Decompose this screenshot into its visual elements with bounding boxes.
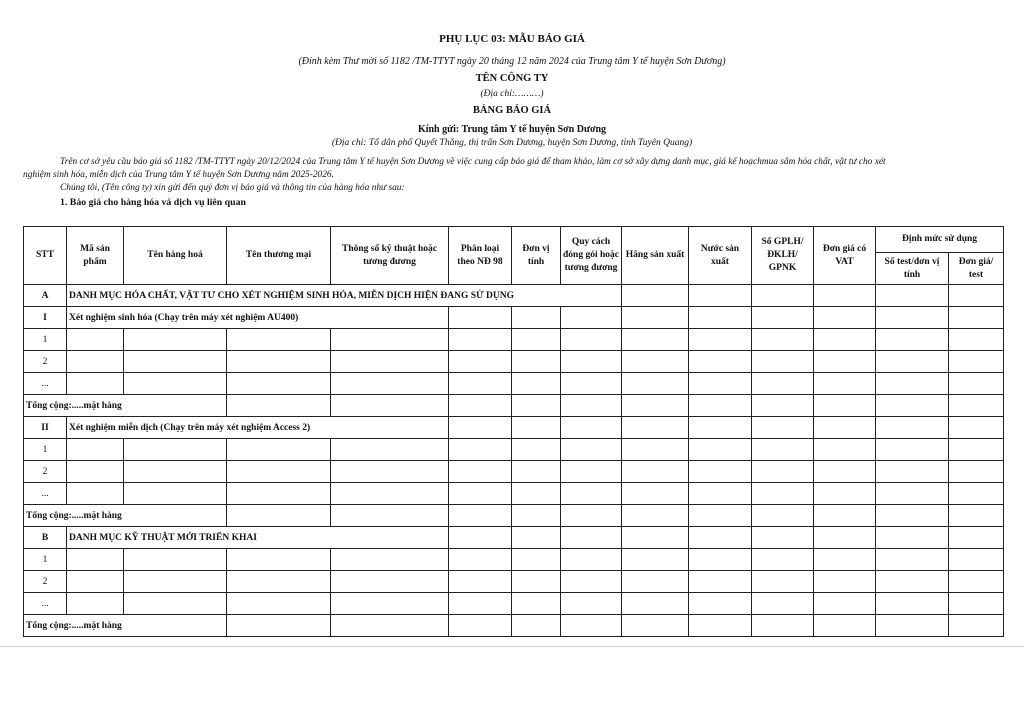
cell-input[interactable]	[689, 483, 752, 505]
cell-input[interactable]	[814, 483, 876, 505]
section-title: DANH MỤC KỸ THUẬT MỚI TRIỂN KHAI	[67, 527, 449, 549]
cell-input[interactable]	[561, 329, 622, 351]
cell-input[interactable]	[227, 461, 331, 483]
group-title: Xét nghiệm sinh hóa (Chạy trên máy xét nghiệm AU400)	[67, 307, 449, 329]
cell-input[interactable]	[876, 461, 949, 483]
table-row	[24, 461, 1004, 483]
row-number: 1	[24, 549, 67, 571]
attachment-note: (Đính kèm Thư mời số 1182 /TM-TTYT ngày 20 tháng 12 năm 2024 của Trung tâm Y tế huyện Sơn Dương)	[298, 56, 726, 67]
cell-input[interactable]	[331, 329, 449, 351]
cell-input[interactable]	[67, 461, 124, 483]
cell-input[interactable]	[752, 549, 814, 571]
header-price-per-test: Đơn giá/ test	[949, 253, 1004, 285]
intro-line-3: Chúng tôi, (Tên công ty) xin gửi đến quý đơn vị báo giá và thông tin của hàng hóa như sau:	[60, 183, 405, 193]
cell-input[interactable]	[227, 329, 331, 351]
table-row	[24, 483, 1004, 505]
cell-input[interactable]	[124, 351, 227, 373]
cell-input[interactable]	[227, 439, 331, 461]
cell-input[interactable]	[449, 549, 512, 571]
cell-input[interactable]	[331, 373, 449, 395]
cell-input[interactable]	[67, 351, 124, 373]
cell-input[interactable]	[689, 329, 752, 351]
header-specs: Thông số kỹ thuật hoặc tương đương	[331, 227, 449, 285]
total-label: Tổng cộng:.....mặt hàng	[24, 505, 227, 527]
cell-input[interactable]	[814, 461, 876, 483]
table-row	[24, 351, 1004, 373]
cell-input[interactable]	[949, 483, 1004, 505]
cell-input[interactable]	[876, 373, 949, 395]
cell-input[interactable]	[752, 461, 814, 483]
cell-input[interactable]	[331, 571, 449, 593]
header-unit: Đơn vị tính	[512, 227, 561, 285]
cell-input[interactable]	[622, 571, 689, 593]
cell-input[interactable]	[876, 351, 949, 373]
cell-input[interactable]	[124, 461, 227, 483]
cell-input[interactable]	[124, 373, 227, 395]
cell-input[interactable]	[512, 351, 561, 373]
intro-line-1: Trên cơ sở yêu cầu báo giá số 1182 /TM-TTYT ngày 20/12/2024 của Trung tâm Y tế huyện Sơn Dương về việc cung cấp báo giá để tham khảo, làm cơ sở xây dựng danh mục, giá kế hoạchmua sắm hóa chất, vật tư cho xét	[60, 157, 886, 167]
cell-input[interactable]	[512, 439, 561, 461]
cell-input[interactable]	[512, 483, 561, 505]
row-number: 1	[24, 439, 67, 461]
cell-input[interactable]	[876, 483, 949, 505]
cell-input[interactable]	[331, 351, 449, 373]
cell-input[interactable]	[876, 571, 949, 593]
row-number: ...	[24, 483, 67, 505]
cell-input[interactable]	[876, 549, 949, 571]
cell-input[interactable]	[449, 571, 512, 593]
row-number: 2	[24, 571, 67, 593]
recipient-address: (Địa chỉ: Tổ dân phố Quyết Thắng, thị trấn Sơn Dương, huyện Sơn Dương, tỉnh Tuyên Quang)	[331, 138, 693, 148]
cell-input[interactable]	[814, 549, 876, 571]
cell-input[interactable]	[949, 373, 1004, 395]
cell-input[interactable]	[622, 373, 689, 395]
cell-input[interactable]	[814, 351, 876, 373]
cell-input[interactable]	[512, 549, 561, 571]
cell-input[interactable]	[876, 593, 949, 615]
cell-input[interactable]	[622, 483, 689, 505]
cell-input[interactable]	[814, 373, 876, 395]
cell-input[interactable]	[331, 593, 449, 615]
cell-input[interactable]	[449, 483, 512, 505]
cell-input[interactable]	[689, 439, 752, 461]
header-trade-name: Tên thương mại	[227, 227, 331, 285]
cell-input[interactable]	[561, 549, 622, 571]
cell-input[interactable]	[331, 549, 449, 571]
header-manufacturer: Hãng sản xuất	[622, 227, 689, 285]
cell-input[interactable]	[949, 351, 1004, 373]
group-code: II	[24, 417, 67, 439]
row-number: 1	[24, 329, 67, 351]
page-edge-divider	[0, 646, 1024, 647]
table-row	[24, 373, 1004, 395]
cell-input[interactable]	[449, 351, 512, 373]
section-title: DANH MỤC HÓA CHẤT, VẬT TƯ CHO XÉT NGHIỆM SINH HÓA, MIỄN DỊCH HIỆN ĐANG SỬ DỤNG	[67, 285, 622, 307]
company-address: (Địa chỉ:………)	[480, 89, 544, 99]
cell-input[interactable]	[512, 571, 561, 593]
header-usage-norm: Định mức sử dụng	[876, 227, 1004, 253]
cell-input[interactable]	[689, 549, 752, 571]
header-classification: Phân loại theo NĐ 98	[449, 227, 512, 285]
cell-input[interactable]	[449, 593, 512, 615]
cell-input[interactable]	[124, 439, 227, 461]
cell-input[interactable]	[752, 483, 814, 505]
cell-input[interactable]	[814, 329, 876, 351]
header-country: Nước sản xuất	[689, 227, 752, 285]
cell-input[interactable]	[449, 461, 512, 483]
cell-input[interactable]	[512, 461, 561, 483]
cell-input[interactable]	[689, 593, 752, 615]
cell-input[interactable]	[949, 329, 1004, 351]
section-code: A	[24, 285, 67, 307]
header-tests-per-unit: Số test/đơn vị tính	[876, 253, 949, 285]
cell-input[interactable]	[561, 461, 622, 483]
table-row	[24, 439, 1004, 461]
cell-input[interactable]	[949, 571, 1004, 593]
cell-input[interactable]	[814, 439, 876, 461]
cell-input[interactable]	[67, 373, 124, 395]
cell-input[interactable]	[689, 373, 752, 395]
cell-input[interactable]	[227, 373, 331, 395]
cell-input[interactable]	[67, 439, 124, 461]
cell-input[interactable]	[561, 439, 622, 461]
cell-input[interactable]	[689, 351, 752, 373]
cell-input[interactable]	[124, 593, 227, 615]
cell-input[interactable]	[67, 549, 124, 571]
cell-input[interactable]	[331, 439, 449, 461]
cell-input[interactable]	[561, 351, 622, 373]
cell-input[interactable]	[752, 593, 814, 615]
cell-input[interactable]	[227, 549, 331, 571]
cell-input[interactable]	[512, 593, 561, 615]
cell-input[interactable]	[814, 593, 876, 615]
header-packaging: Quy cách đóng gói hoặc tương đương	[561, 227, 622, 285]
cell-input[interactable]	[752, 571, 814, 593]
cell-input[interactable]	[876, 329, 949, 351]
cell-input[interactable]	[67, 483, 124, 505]
header-item-name: Tên hàng hoá	[124, 227, 227, 285]
header-stt: STT	[24, 227, 67, 285]
group-row	[24, 307, 1004, 329]
cell-input[interactable]	[512, 373, 561, 395]
recipient: Kính gửi: Trung tâm Y tế huyện Sơn Dương	[417, 124, 607, 135]
cell-input[interactable]	[752, 373, 814, 395]
cell-input[interactable]	[124, 329, 227, 351]
cell-input[interactable]	[227, 483, 331, 505]
quote-title: BẢNG BÁO GIÁ	[472, 105, 552, 116]
cell-input[interactable]	[622, 329, 689, 351]
cell-input[interactable]	[449, 439, 512, 461]
group-row	[24, 417, 1004, 439]
cell-input[interactable]	[67, 593, 124, 615]
cell-input[interactable]	[512, 329, 561, 351]
cell-input[interactable]	[67, 571, 124, 593]
cell-input[interactable]	[449, 329, 512, 351]
cell-input[interactable]	[227, 593, 331, 615]
cell-input[interactable]	[124, 549, 227, 571]
cell-input[interactable]	[561, 593, 622, 615]
header-license: Số GPLH/ ĐKLH/ GPNK	[752, 227, 814, 285]
table-row	[24, 593, 1004, 615]
cell-input[interactable]	[876, 439, 949, 461]
table-row	[24, 571, 1004, 593]
cell-input[interactable]	[949, 593, 1004, 615]
cell-input[interactable]	[949, 461, 1004, 483]
cell-input[interactable]	[124, 483, 227, 505]
cell-input[interactable]	[689, 461, 752, 483]
cell-input[interactable]	[561, 483, 622, 505]
total-label: Tổng cộng:.....mặt hàng	[24, 615, 227, 637]
cell-input[interactable]	[622, 439, 689, 461]
cell-input[interactable]	[622, 549, 689, 571]
cell-input[interactable]	[752, 329, 814, 351]
section-code: B	[24, 527, 67, 549]
cell-input[interactable]	[689, 571, 752, 593]
total-label: Tổng cộng:.....mặt hàng	[24, 395, 227, 417]
cell-input[interactable]	[752, 439, 814, 461]
row-number: ...	[24, 373, 67, 395]
cell-input[interactable]	[949, 439, 1004, 461]
cell-input[interactable]	[752, 351, 814, 373]
section-heading: 1. Báo giá cho hàng hóa và dịch vụ liên quan	[60, 197, 246, 208]
cell-input[interactable]	[949, 549, 1004, 571]
table-row	[24, 329, 1004, 351]
cell-input[interactable]	[622, 351, 689, 373]
cell-input[interactable]	[227, 571, 331, 593]
cell-input[interactable]	[561, 571, 622, 593]
row-number: 2	[24, 461, 67, 483]
group-code: I	[24, 307, 67, 329]
header-product-code: Mã sản phẩm	[67, 227, 124, 285]
cell-input[interactable]	[449, 373, 512, 395]
cell-input[interactable]	[67, 329, 124, 351]
intro-line-2: nghiệm sinh hóa, miễn dịch của Trung tâm Y tế huyện Sơn Dương năm 2025-2026.	[23, 170, 334, 180]
total-row	[24, 505, 1004, 527]
cell-input[interactable]	[622, 593, 689, 615]
cell-input[interactable]	[561, 373, 622, 395]
cell-input[interactable]	[331, 483, 449, 505]
total-row	[24, 615, 1004, 637]
quote-table	[23, 226, 1004, 637]
company-name: TÊN CÔNG TY	[475, 73, 549, 84]
cell-input[interactable]	[814, 571, 876, 593]
section-row	[24, 527, 1004, 549]
cell-input[interactable]	[227, 351, 331, 373]
table-row	[24, 549, 1004, 571]
cell-input[interactable]	[331, 461, 449, 483]
row-number: ...	[24, 593, 67, 615]
appendix-title: PHỤ LỤC 03: MẪU BÁO GIÁ	[439, 33, 585, 45]
cell-input[interactable]	[622, 461, 689, 483]
header-price-vat: Đơn giá có VAT	[814, 227, 876, 285]
group-title: Xét nghiệm miễn dịch (Chạy trên máy xét nghiệm Access 2)	[67, 417, 449, 439]
section-row	[24, 285, 1004, 307]
row-number: 2	[24, 351, 67, 373]
cell-input[interactable]	[124, 571, 227, 593]
total-row	[24, 395, 1004, 417]
